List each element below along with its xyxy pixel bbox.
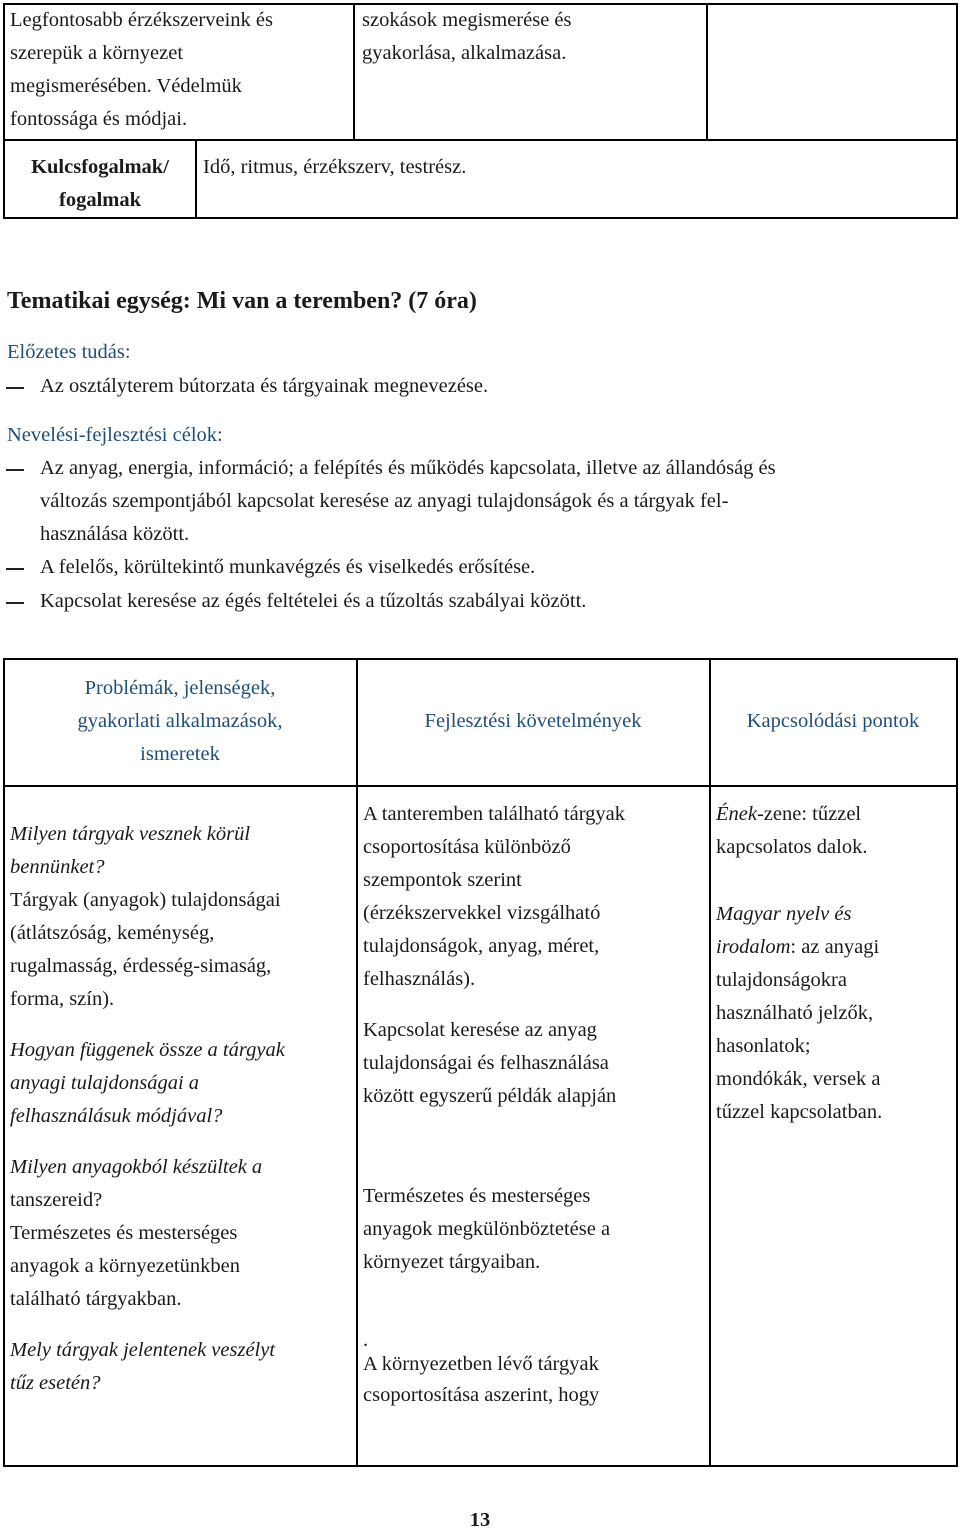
text-line: szerepük a környezet bbox=[10, 42, 184, 64]
text-line: Milyen tárgyak vesznek körül bbox=[10, 823, 251, 845]
text-line: tulajdonságokra bbox=[716, 969, 847, 991]
requirement-1 bbox=[363, 798, 708, 996]
text-line: A tanteremben található tárgyak bbox=[363, 803, 626, 825]
main-table-header-divider bbox=[3, 785, 958, 787]
subject-name: irodalom bbox=[716, 936, 791, 958]
text-line: csoportosítása aszerint, hogy bbox=[363, 1384, 600, 1406]
page-number: 13 bbox=[469, 1509, 491, 1531]
text-line: anyagok megkülönböztetése a bbox=[363, 1218, 611, 1240]
unit-title: Tematikai egység: Mi van a teremben? (7 óra) bbox=[7, 288, 477, 314]
text-line: anyagok a környezetünkben bbox=[10, 1255, 240, 1277]
requirement-4 bbox=[363, 1331, 708, 1411]
top-table-col-divider-2 bbox=[706, 3, 708, 140]
text-line: Természetes és mesterséges bbox=[10, 1222, 238, 1244]
dash-bullet bbox=[6, 387, 24, 389]
question-4 bbox=[10, 1334, 355, 1400]
text-line: Problémák, jelenségek, bbox=[84, 677, 276, 699]
goal-item-1 bbox=[40, 452, 955, 551]
text-line: között egyszerű példák alapján bbox=[363, 1085, 617, 1107]
text-line: található tárgyakban. bbox=[10, 1288, 182, 1310]
text-line: ismeretek bbox=[140, 743, 220, 765]
header-problems bbox=[4, 672, 356, 771]
text-line: fontossága és módjai. bbox=[10, 108, 188, 130]
goals-heading: Nevelési-fejlesztési célok: bbox=[7, 424, 223, 446]
question-1 bbox=[10, 818, 355, 884]
text-line: gyakorlati alkalmazások, bbox=[77, 710, 283, 732]
text-line: tűz esetén? bbox=[10, 1372, 101, 1394]
topic-3 bbox=[10, 1217, 355, 1316]
requirement-2 bbox=[363, 1014, 708, 1113]
text-line: változás szempontjából kapcsolat keresése az anyagi tulajdonságok és a tárgyak fel- bbox=[40, 490, 729, 512]
text-line: környezet tárgyaiban. bbox=[363, 1251, 541, 1273]
text-line: Hogyan függenek össze a tárgyak bbox=[10, 1039, 285, 1061]
text-line: megismerésében. Védelmük bbox=[10, 75, 242, 97]
text-line: hasonlatok; bbox=[716, 1035, 811, 1057]
text-line: . bbox=[363, 1329, 369, 1351]
text-line: kapcsolatos dalok. bbox=[716, 836, 868, 858]
text-line: Az anyag, energia, információ; a felépítés és működés kapcsolata, illetve az állandóság és bbox=[40, 457, 776, 479]
top-table-cell-2 bbox=[362, 4, 702, 70]
question-2 bbox=[10, 1034, 355, 1133]
goal-item-3: Kapcsolat keresése az égés feltételei és a tűzoltás szabályai között. bbox=[40, 590, 587, 612]
top-table-border-bottom bbox=[3, 217, 958, 219]
main-table-border-bottom bbox=[3, 1465, 958, 1467]
connection-literature bbox=[716, 898, 954, 1129]
text-line: felhasználás). bbox=[363, 968, 476, 990]
top-table-col-divider-1 bbox=[353, 3, 355, 140]
text-line: Milyen anyagokból készültek a bbox=[10, 1156, 263, 1178]
text-line: használása között. bbox=[40, 523, 190, 545]
dash-bullet bbox=[6, 602, 24, 604]
question-3 bbox=[10, 1151, 355, 1184]
text-line: tanszereid? bbox=[10, 1189, 103, 1211]
text-line: A környezetben lévő tárgyak bbox=[363, 1353, 599, 1375]
main-table-border-right bbox=[956, 658, 958, 1467]
text-line: Természetes és mesterséges bbox=[363, 1185, 591, 1207]
text-line: csoportosítása különböző bbox=[363, 836, 571, 858]
main-table-col-divider-2 bbox=[709, 658, 711, 1467]
key-concepts-value: Idő, ritmus, érzékszerv, testrész. bbox=[203, 156, 467, 178]
text-line: Kapcsolat keresése az anyag bbox=[363, 1019, 597, 1041]
text-line: tulajdonságai és felhasználása bbox=[363, 1052, 609, 1074]
connections-column bbox=[716, 798, 954, 1129]
text-line: szokások megismerése és bbox=[362, 9, 572, 31]
text-line: Kulcsfogalmak/ bbox=[31, 156, 169, 178]
text-line: Mely tárgyak jelentenek veszélyt bbox=[10, 1339, 276, 1361]
text-line: mondókák, versek a bbox=[716, 1068, 881, 1090]
text-line: (átlátszóság, keménység, bbox=[10, 922, 215, 944]
key-concepts-label bbox=[4, 151, 196, 217]
goal-item-2: A felelős, körültekintő munkavégzés és viselkedés erősítése. bbox=[40, 556, 536, 578]
text-line: rugalmasság, érdesség-simaság, bbox=[10, 955, 272, 977]
text-line: fogalmak bbox=[59, 189, 141, 211]
text-line: tűzzel kapcsolatban. bbox=[716, 1101, 883, 1123]
prior-knowledge-item: Az osztályterem bútorzata és tárgyainak megnevezése. bbox=[40, 375, 489, 397]
subject-name: Magyar nyelv és bbox=[716, 903, 852, 925]
subject-name: Ének bbox=[716, 803, 757, 825]
question-3-cont bbox=[10, 1184, 355, 1217]
main-table-col-divider-1 bbox=[356, 658, 358, 1467]
text-line: bennünket? bbox=[10, 856, 105, 878]
text-line: szempontok szerint bbox=[363, 869, 522, 891]
header-requirements: Fejlesztési követelmények bbox=[424, 710, 642, 732]
text-line: Legfontosabb érzékszerveink és bbox=[10, 9, 273, 31]
top-table-border-right bbox=[956, 3, 958, 219]
requirements-column bbox=[363, 798, 708, 1411]
top-table-row-divider bbox=[3, 139, 958, 141]
problems-column bbox=[10, 818, 355, 1400]
text-span: : az anyagi bbox=[790, 936, 880, 958]
connection-singing bbox=[716, 798, 954, 864]
main-table-border-top bbox=[3, 658, 958, 660]
dash-bullet bbox=[6, 469, 24, 471]
requirement-3 bbox=[363, 1180, 708, 1279]
text-line: anyagi tulajdonságai a bbox=[10, 1072, 200, 1094]
main-table-border-left bbox=[3, 658, 5, 1467]
dash-bullet bbox=[6, 568, 24, 570]
text-line: gyakorlása, alkalmazása. bbox=[362, 42, 567, 64]
text-span: -zene: tűzzel bbox=[756, 803, 862, 825]
text-line: forma, szín). bbox=[10, 988, 115, 1010]
text-line: tulajdonságok, anyag, méret, bbox=[363, 935, 600, 957]
text-line: használható jelzők, bbox=[716, 1002, 874, 1024]
text-line: felhasználásuk módjával? bbox=[10, 1105, 223, 1127]
header-connections: Kapcsolódási pontok bbox=[746, 710, 920, 732]
prior-knowledge-heading: Előzetes tudás: bbox=[7, 341, 131, 363]
topic-1 bbox=[10, 884, 355, 1016]
text-line: Tárgyak (anyagok) tulajdonságai bbox=[10, 889, 281, 911]
text-line: (érzékszervekkel vizsgálható bbox=[363, 902, 601, 924]
top-table-cell-1 bbox=[10, 4, 350, 136]
